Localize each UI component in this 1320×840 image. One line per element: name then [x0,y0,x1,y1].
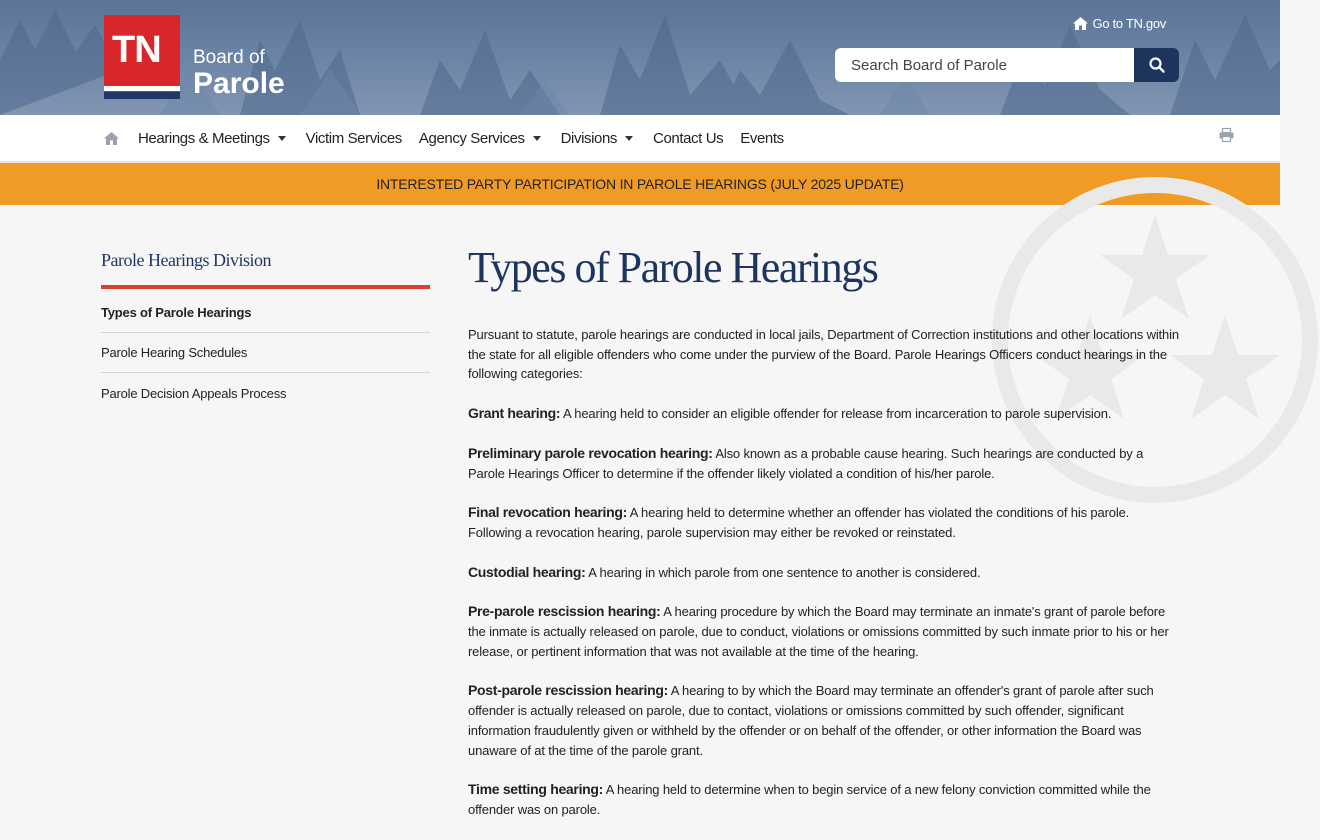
caret-down-icon [278,136,286,141]
nav-item-victim-services[interactable] [306,130,402,147]
home-icon [104,132,119,145]
print-button[interactable] [1219,128,1234,147]
definition-item [468,503,1180,542]
search-icon [1149,57,1165,73]
logo-tn-text: TN [112,29,161,71]
home-icon [1073,17,1088,30]
nav-item-hearings-meetings[interactable] [138,130,286,147]
search-button[interactable] [1134,48,1179,82]
definition-text: A hearing held to determine when to begin service of a new felony conviction committed while the offender was on parole. [468,782,1151,817]
caret-down-icon [625,136,633,141]
sidebar-title[interactable]: Parole Hearings Division [101,250,430,289]
sidebar-item-parole-decision-appeals[interactable]: Parole Decision Appeals Process [101,385,287,401]
nav-items [104,115,801,161]
nav-item-label: Contact Us [653,129,724,147]
definition-term: Grant hearing: [468,405,561,422]
definition-term: Pre-parole rescission hearing: [468,603,661,620]
site-logo[interactable] [104,15,285,99]
definition-item [468,681,1180,760]
definition-text: A hearing to by which the Board may terminate an offender's grant of parole after such offender is actually released on parole, due to contact, violations or omissions committed by such offender, significant information fraudulently given or withheld by the offender or on behalf of the offender, or other information the Board was unaware of at the time of the parole grant. [468,683,1154,758]
logo-wordmark [193,48,285,99]
definition-term: Preliminary parole revocation hearing: [468,444,713,461]
sidebar [101,250,430,413]
nav-item-label: Divisions [560,129,618,147]
definition-item [468,444,1180,483]
nav-item-label: Hearings & Meetings [138,129,270,147]
definition-item [468,563,1180,583]
caret-down-icon [533,136,541,141]
definition-item [468,404,1180,424]
definition-text: A hearing held to determine whether an offender has violated the conditions of his parole. Following a revocation hearing, parole supervision may either be revoked or reinstated. [468,505,1130,540]
print-icon [1219,128,1234,142]
definition-text: A hearing in which parole from one sentence to another is considered. [585,564,981,580]
goto-tn-label: Go to TN.gov [1092,16,1166,31]
intro-paragraph: Pursuant to statute, parole hearings are conducted in local jails, Department of Correction institutions and other locations within the state for all eligible offenders who come under the purview of the Board. Parole Hearings Officers conduct hearings in the following categories: [468,327,1179,382]
definition-item [468,780,1180,819]
goto-tn-link[interactable] [1073,16,1166,31]
logo-line-2: Parole [193,67,285,100]
page-title: Types of Parole Hearings [468,243,878,292]
sidebar-item-types-of-parole-hearings[interactable]: Types of Parole Hearings [101,293,430,333]
definition-text: A hearing procedure by which the Board may terminate an inmate's grant of parole before the inmate is actually released on parole, due to conduct, violations or omissions committed by such inmate prior to his or her release, or pertinent information that was not available at the time of the hearing. [468,604,1169,659]
definition-text: A hearing held to consider an eligible offender for release from incarceration to parole supervision. [560,406,1112,422]
tn-logo-mark [104,15,180,99]
nav-item-agency-services[interactable] [419,130,541,147]
sidebar-item-parole-hearing-schedules[interactable]: Parole Hearing Schedules [101,333,430,373]
nav-item-events[interactable] [740,130,783,147]
main-navigation [0,115,1280,163]
definition-term: Final revocation hearing: [468,504,627,521]
site-search [835,48,1179,82]
alert-banner-text: INTERESTED PARTY PARTICIPATION IN PAROLE HEARINGS (JULY 2025 UPDATE) [376,176,904,192]
sidebar-list [101,293,430,413]
nav-item-divisions[interactable] [561,130,633,147]
main-content [468,242,1180,840]
nav-item-label: Agency Services [418,129,525,147]
nav-home-link[interactable] [104,132,119,145]
nav-item-contact-us[interactable] [653,130,723,147]
definition-term: Time setting hearing: [468,781,604,798]
definition-text: Also known as a probable cause hearing. Such hearings are conducted by a Parole Hearings Officer to determine if the offender likely violated a condition of his/her parole. [468,445,1144,481]
search-input[interactable] [835,48,1134,82]
definition-item [468,602,1180,661]
logo-white-stripe [104,86,180,91]
nav-item-label: Events [740,129,784,147]
logo-line-1: Board of [193,47,265,68]
nav-item-label: Victim Services [305,129,402,147]
site-header [0,0,1280,115]
definition-term: Post-parole rescission hearing: [468,682,668,699]
logo-navy-stripe [104,92,180,99]
definition-term: Custodial hearing: [468,563,586,580]
